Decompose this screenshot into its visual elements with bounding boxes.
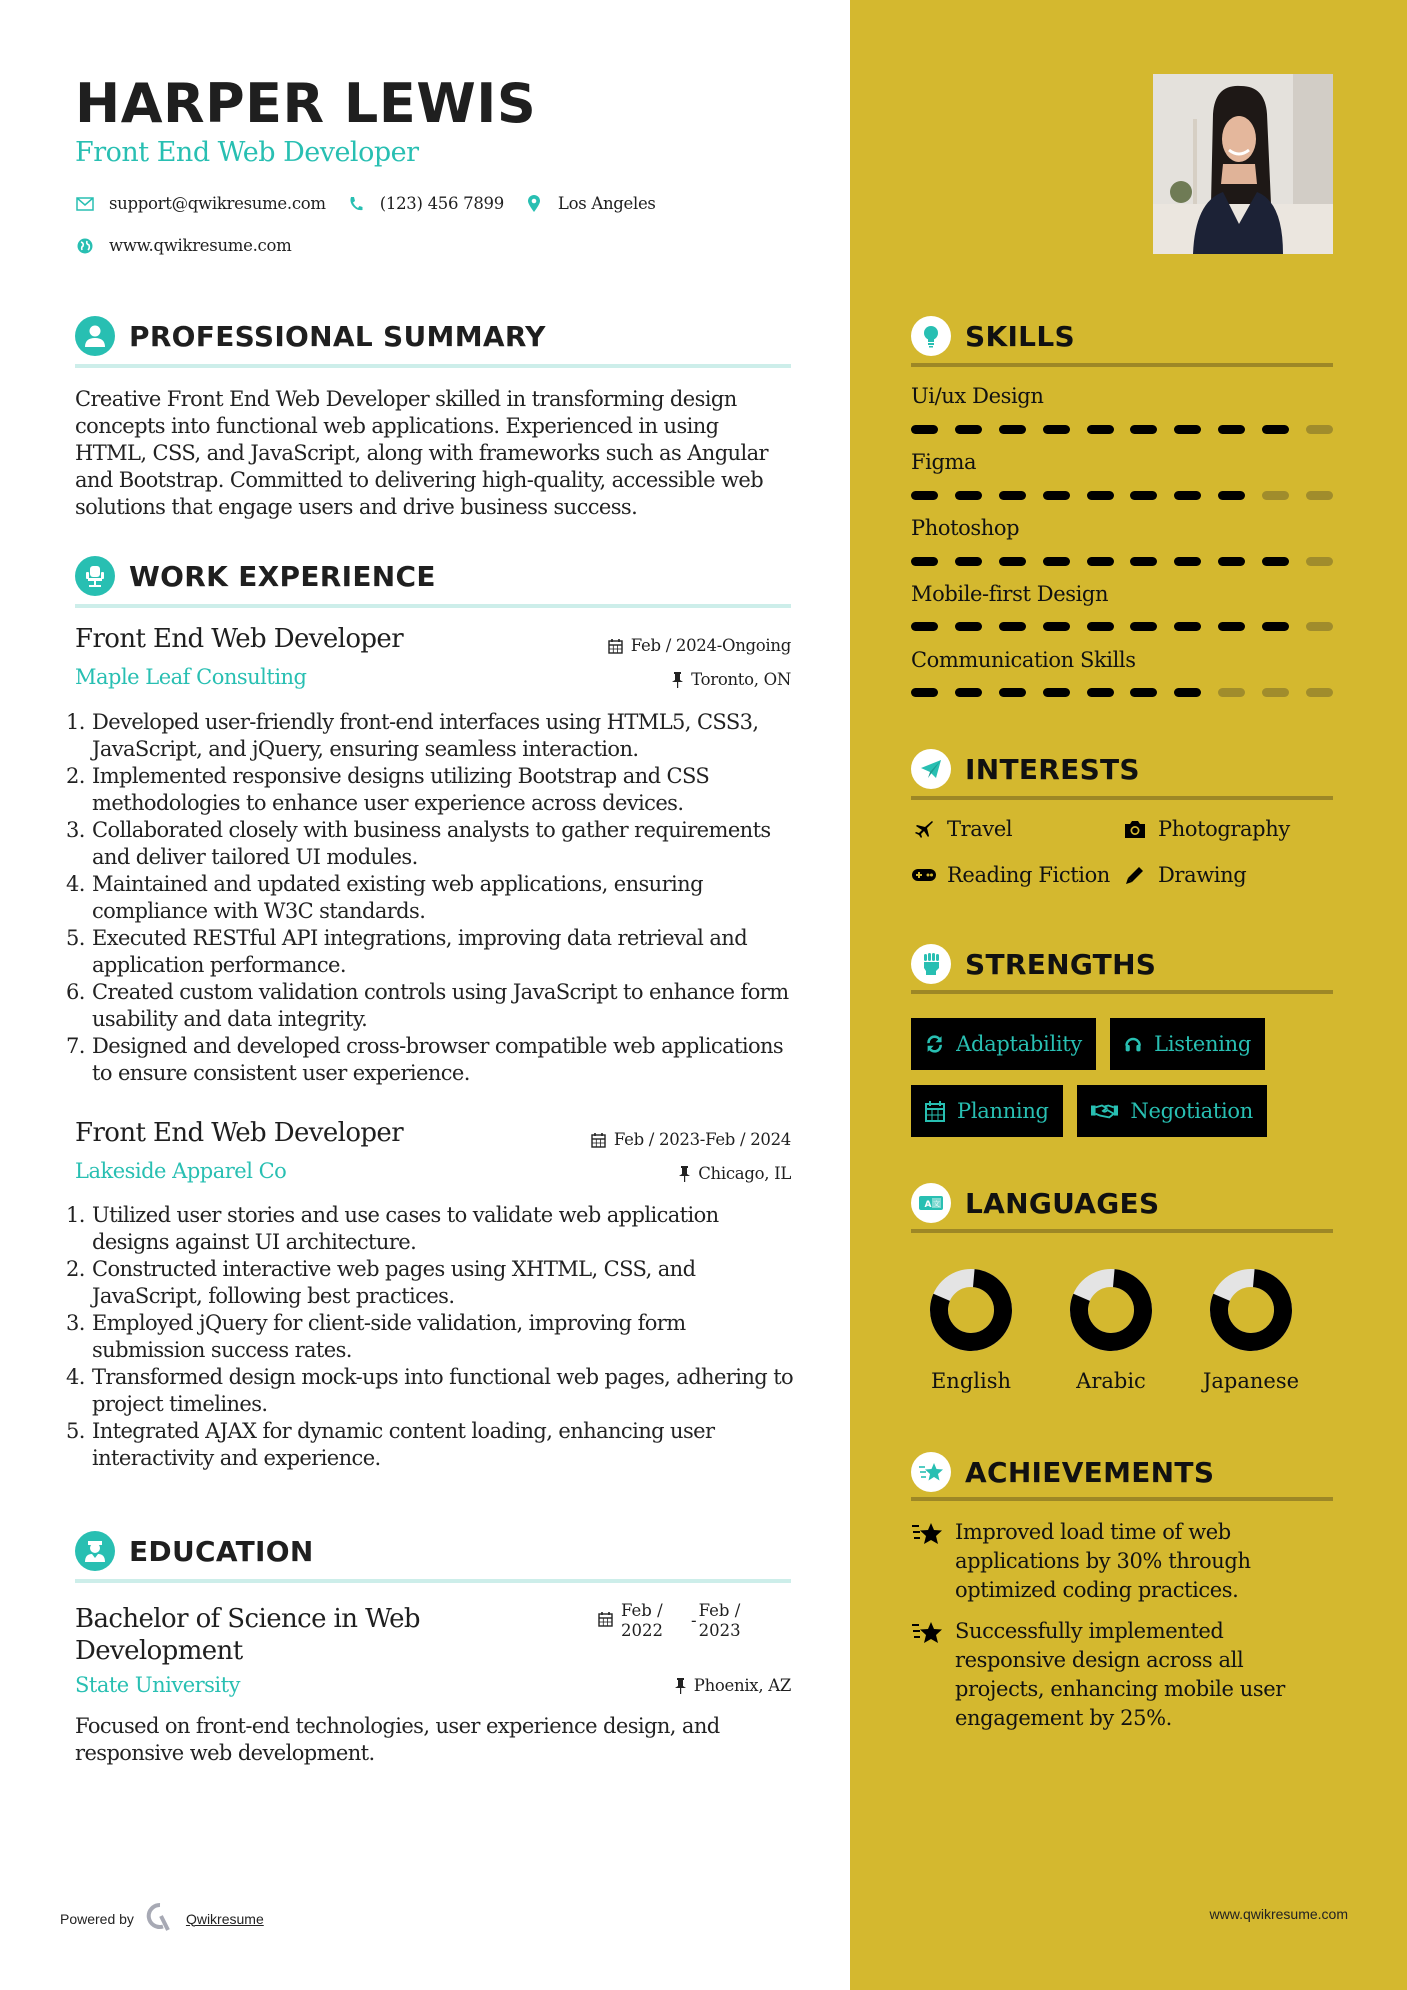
- skill-name: Photoshop: [911, 516, 1020, 540]
- skill-segment: [1043, 557, 1070, 566]
- list-item: 5. Integrated AJAX for dynamic content loading, enhancing user interactivity and experience.: [66, 1419, 715, 1470]
- achievement-item: Improved load time of web applications by 30% through optimized coding practices.: [911, 1518, 1331, 1605]
- skill-segment: [1087, 557, 1114, 566]
- skill-segment: [1262, 622, 1289, 631]
- skill-segment: [1130, 557, 1157, 566]
- skill-segment: [1262, 557, 1289, 566]
- list-item: 4. Maintained and updated existing web applications, ensuring compliance with W3C standards.: [66, 872, 703, 923]
- interests-heading: INTERESTS: [911, 749, 1140, 789]
- pushpin-icon: [675, 1678, 686, 1694]
- calendar-icon: [598, 1611, 613, 1627]
- sync-icon: [925, 1033, 944, 1055]
- school-name: State University: [75, 1673, 240, 1697]
- proficiency-donut: [916, 1265, 1026, 1355]
- skill-segment: [1174, 688, 1201, 697]
- gamepad-icon: [911, 867, 937, 883]
- section-divider: [911, 363, 1333, 367]
- interest-travel: Travel: [911, 817, 1012, 841]
- svg-text:A: A: [924, 1200, 932, 1210]
- paper-plane-icon: [911, 749, 951, 789]
- strength-negotiation: Negotiation: [1077, 1085, 1267, 1137]
- skill-name: Ui/ux Design: [911, 384, 1044, 408]
- degree-title: Bachelor of Science in Web Development: [75, 1604, 420, 1666]
- list-item: 4. Transformed design mock-ups into functional web pages, adhering to project timelines.: [66, 1365, 794, 1416]
- skill-segment: [1262, 425, 1289, 434]
- skill-rating-bar: [911, 491, 1333, 500]
- skill-segment: [1087, 688, 1114, 697]
- contact-row-2: [75, 236, 311, 255]
- skill-segment: [1130, 491, 1157, 500]
- candidate-title: Front End Web Developer: [75, 137, 419, 168]
- job-company: Lakeside Apparel Co: [75, 1159, 287, 1183]
- skill-segment: [1262, 688, 1289, 697]
- languages-heading: A 文 LANGUAGES: [911, 1183, 1159, 1223]
- language-english: English: [916, 1265, 1026, 1393]
- education-description: Focused on front-end technologies, user experience design, and responsive web development.: [75, 1714, 720, 1765]
- skill-rating-bar: [911, 557, 1333, 566]
- skill-name: Communication Skills: [911, 648, 1136, 672]
- job-dates: Feb / 2024-Ongoing: [608, 636, 791, 655]
- education-heading: EDUCATION: [75, 1531, 314, 1571]
- skill-segment: [911, 688, 938, 697]
- skill-segment: [1218, 557, 1245, 566]
- job-title: Front End Web Developer: [75, 624, 404, 654]
- list-item: 3. Collaborated closely with business analysts to gather requirements and deliver tailored UI modules.: [66, 818, 771, 869]
- interest-reading-fiction: Reading Fiction: [911, 863, 1110, 887]
- skill-segment: [911, 557, 938, 566]
- list-item: 6. Created custom validation controls using JavaScript to enhance form usability and data integrity.: [66, 980, 789, 1031]
- list-item: 1. Utilized user stories and use cases to validate web application designs against UI architecture.: [66, 1203, 719, 1254]
- achievement-item: Successfully implemented responsive design across all projects, enhancing mobile user engagement by 25%.: [911, 1617, 1331, 1733]
- skill-segment: [1130, 622, 1157, 631]
- school-location: Phoenix, AZ: [675, 1676, 791, 1695]
- skill-name: Mobile-first Design: [911, 582, 1109, 606]
- contact-email[interactable]: support@qwikresume.com: [75, 194, 326, 213]
- skill-segment: [1218, 491, 1245, 500]
- skill-segment: [999, 425, 1026, 434]
- contact-row-1: [75, 194, 676, 213]
- svg-text:文: 文: [933, 1200, 940, 1208]
- section-divider: [911, 990, 1333, 994]
- skill-segment: [1043, 425, 1070, 434]
- skill-segment: [999, 622, 1026, 631]
- skill-segment: [955, 425, 982, 434]
- contact-phone[interactable]: (123) 456 7899: [346, 194, 504, 213]
- interest-photography: Photography: [1122, 817, 1290, 841]
- camera-icon: [1122, 819, 1148, 839]
- pushpin-icon: [679, 1166, 690, 1182]
- envelope-icon: [75, 195, 95, 213]
- shooting-star-icon: [911, 1518, 945, 1605]
- strengths-heading: STRENGTHS: [911, 944, 1156, 984]
- map-pin-icon: [524, 195, 544, 213]
- calendar-icon: [591, 1132, 606, 1148]
- proficiency-donut: [1056, 1265, 1166, 1355]
- section-divider: [75, 604, 791, 608]
- skill-segment: [1087, 491, 1114, 500]
- skill-segment: [1306, 622, 1333, 631]
- graduate-icon: [75, 1531, 115, 1571]
- skill-segment: [999, 688, 1026, 697]
- interest-drawing: Drawing: [1122, 863, 1246, 887]
- skill-segment: [1043, 622, 1070, 631]
- section-divider: [911, 1229, 1333, 1233]
- pushpin-icon: [672, 672, 683, 688]
- calendar-icon: [925, 1100, 945, 1122]
- skill-segment: [1262, 491, 1289, 500]
- job-bullets: [66, 1202, 796, 1472]
- skill-segment: [955, 491, 982, 500]
- list-item: 2. Constructed interactive web pages using XHTML, CSS, and JavaScript, following best practices.: [66, 1257, 696, 1308]
- job-dates: Feb / 2023-Feb / 2024: [591, 1130, 791, 1149]
- summary-text: Creative Front End Web Developer skilled in transforming design concepts into functional web applications. Experienced in using HTML, CSS, and JavaScript, along with frameworks such as Angular and Bootstrap. Committed to delivering high-quality, accessible web solutions that engage users and drive business success.: [75, 387, 768, 519]
- job-location: Chicago, IL: [679, 1164, 791, 1183]
- footer-website[interactable]: www.qwikresume.com: [1209, 1906, 1348, 1922]
- skill-rating-bar: [911, 688, 1333, 697]
- skill-segment: [911, 425, 938, 434]
- shooting-star-icon: [911, 1617, 945, 1733]
- skill-segment: [1218, 622, 1245, 631]
- skill-segment: [1174, 622, 1201, 631]
- strength-adaptability: Adaptability: [911, 1018, 1096, 1070]
- list-item: 7. Designed and developed cross-browser compatible web applications to ensure consistent user experience.: [66, 1034, 784, 1085]
- job-company: Maple Leaf Consulting: [75, 665, 307, 689]
- handshake-icon: [1091, 1101, 1118, 1121]
- skill-segment: [1174, 491, 1201, 500]
- skill-segment: [1306, 491, 1333, 500]
- language-japanese: Japanese: [1196, 1265, 1306, 1393]
- globe-icon: [75, 237, 95, 255]
- skill-rating-bar: [911, 622, 1333, 631]
- skill-segment: [1043, 688, 1070, 697]
- headphones-icon: [1124, 1033, 1142, 1055]
- list-item: 5. Executed RESTful API integrations, improving data retrieval and application performance.: [66, 926, 748, 977]
- lightbulb-icon: [911, 316, 951, 356]
- skill-segment: [1174, 557, 1201, 566]
- experience-heading: WORK EXPERIENCE: [75, 556, 436, 596]
- language-arabic: Arabic: [1056, 1265, 1166, 1393]
- phone-icon: [346, 195, 366, 213]
- translate-icon: [911, 1183, 951, 1223]
- contact-location: Los Angeles: [524, 194, 656, 213]
- skill-segment: [1043, 491, 1070, 500]
- section-divider: [911, 1497, 1333, 1501]
- skill-segment: [1087, 622, 1114, 631]
- skill-segment: [1306, 557, 1333, 566]
- proficiency-donut: [1196, 1265, 1306, 1355]
- skill-segment: [1130, 425, 1157, 434]
- skill-segment: [911, 622, 938, 631]
- skill-name: Figma: [911, 450, 977, 474]
- skill-segment: [1218, 688, 1245, 697]
- skill-segment: [999, 557, 1026, 566]
- office-chair-icon: [75, 556, 115, 596]
- job-location: Toronto, ON: [672, 670, 791, 689]
- user-icon: [75, 316, 115, 356]
- skill-segment: [911, 491, 938, 500]
- candidate-name: HARPER LEWIS: [75, 72, 537, 135]
- skill-segment: [1218, 425, 1245, 434]
- skill-segment: [955, 622, 982, 631]
- job-bullets: [66, 709, 796, 1087]
- section-divider: [75, 364, 791, 368]
- list-item: 1. Developed user-friendly front-end interfaces using HTML5, CSS3, JavaScript, and jQuery, ensuring seamless interaction.: [66, 710, 759, 761]
- skill-segment: [1087, 425, 1114, 434]
- qwikresume-logo-icon: [146, 1902, 174, 1935]
- strength-listening: Listening: [1110, 1018, 1265, 1070]
- plane-icon: [911, 819, 937, 839]
- job-title: Front End Web Developer: [75, 1118, 404, 1148]
- list-item: 2. Implemented responsive designs utilizing Bootstrap and CSS methodologies to enhance user experience across devices.: [66, 764, 710, 815]
- skill-segment: [1306, 425, 1333, 434]
- shooting-star-icon: [911, 1452, 951, 1492]
- skill-segment: [1306, 688, 1333, 697]
- strength-planning: Planning: [911, 1085, 1063, 1137]
- section-divider: [75, 1579, 791, 1583]
- achievements-heading: ACHIEVEMENTS: [911, 1452, 1214, 1492]
- education-dates: Feb / 2022 - Feb / 2023: [598, 1601, 741, 1641]
- skill-segment: [1130, 688, 1157, 697]
- section-divider: [911, 796, 1333, 800]
- profile-photo: [1153, 74, 1333, 254]
- powered-by: Powered by Qwikresume: [60, 1902, 264, 1935]
- summary-heading: PROFESSIONAL SUMMARY: [75, 316, 546, 356]
- pencil-icon: [1122, 865, 1148, 885]
- skills-heading: SKILLS: [911, 316, 1075, 356]
- skill-segment: [999, 491, 1026, 500]
- skill-segment: [955, 688, 982, 697]
- calendar-icon: [608, 638, 623, 654]
- skill-segment: [1174, 425, 1201, 434]
- fist-icon: [911, 944, 951, 984]
- skill-segment: [955, 557, 982, 566]
- list-item: 3. Employed jQuery for client-side validation, improving form submission success rates.: [66, 1311, 686, 1362]
- skill-rating-bar: [911, 425, 1333, 434]
- qwikresume-link[interactable]: Qwikresume: [185, 1910, 264, 1927]
- contact-website[interactable]: www.qwikresume.com: [75, 236, 291, 255]
